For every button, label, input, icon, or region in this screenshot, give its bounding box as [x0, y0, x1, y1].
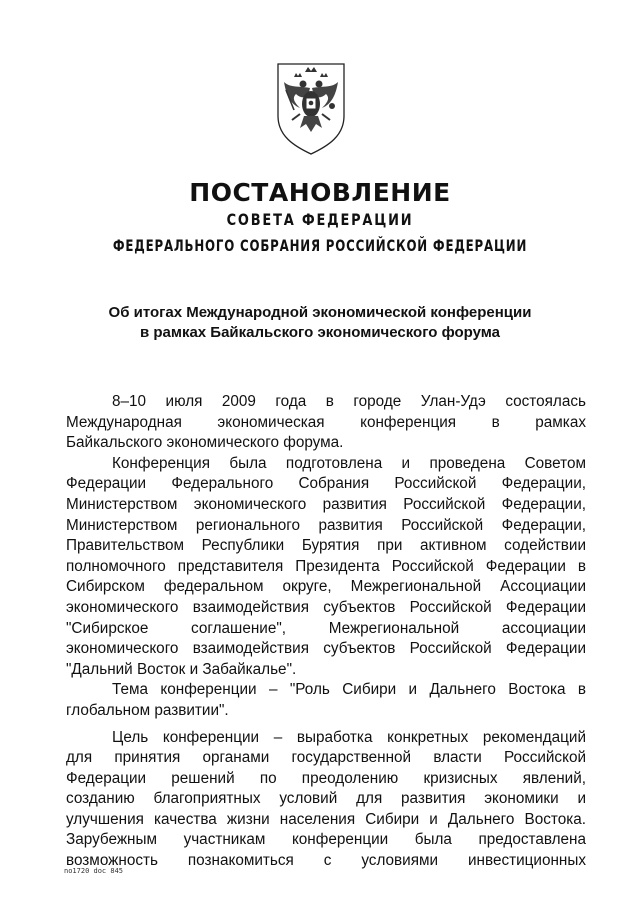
text-line: Федерации решений по преодолению кризисных явлений,: [66, 769, 586, 787]
text-line: Конференция была подготовлена и проведена Советом: [112, 454, 586, 472]
text-line: Тема конференции – "Роль Сибири и Дальнего Востока в: [112, 681, 586, 699]
paragraph-4: [66, 728, 586, 872]
text-line: Цель конференции – выработка конкретных рекомендаций: [112, 728, 586, 746]
text-line: Министерством экономического развития Российской Федерации,: [66, 495, 586, 513]
text-line: "Дальний Восток и Забайкалье".: [66, 660, 297, 678]
text-line: улучшения качества жизни населения Сибири и Дальнего Востока.: [66, 810, 586, 828]
text-line: экономического взаимодействия субъектов Российской Федерации: [66, 640, 586, 658]
issuer-line-2: ФЕДЕРАЛЬНОГО СОБРАНИЯ РОССИЙСКОЙ ФЕДЕРАЦИИ: [112, 236, 528, 255]
document-title: ПОСТАНОВЛЕНИЕ: [189, 178, 451, 207]
text-line: Международная экономическая конференция в рамках: [66, 413, 586, 431]
text-line: Байкальского экономического форума.: [66, 434, 344, 452]
text-line: глобальном развитии".: [66, 701, 229, 719]
text-line: полномочного представителя Президента Российской Федерации в: [66, 557, 586, 575]
paragraph-3: [66, 680, 586, 721]
issuer-line-1: СОВЕТА ФЕДЕРАЦИИ: [226, 210, 414, 229]
subject-line-2: в рамках Байкальского экономического форума: [139, 324, 501, 341]
text-line: 8–10 июля 2009 года в городе Улан-Удэ состоялась: [112, 393, 586, 410]
text-line: возможность познакомиться с условиями инвестиционных: [66, 852, 586, 870]
paragraph-1: [66, 392, 586, 454]
paragraph-2: [66, 454, 586, 681]
text-line: "Сибирское соглашение", Межрегиональной ассоциации: [66, 619, 586, 637]
subject-line-1: Об итогах Международной экономической конференции: [108, 304, 532, 321]
text-line: созданию благоприятных условий для развития экономики и: [66, 790, 586, 808]
text-line: для принятия органами государственной власти Российской: [66, 749, 586, 767]
coat-of-arms-emblem: [272, 58, 350, 158]
text-line: Зарубежным участникам конференции была предоставлена: [66, 831, 586, 849]
text-line: Сибирском федеральном округе, Межрегиональной Ассоциации: [66, 578, 586, 596]
text-line: Правительством Республики Бурятия при активном содействии: [66, 537, 586, 555]
text-line: экономического взаимодействия субъектов Российской Федерации: [66, 598, 586, 616]
resolution-subject: [0, 303, 640, 343]
text-line: Федерации Федерального Собрания Российской Федерации,: [66, 475, 586, 493]
document-body: [66, 392, 586, 872]
text-line: Министерством регионального развития Российской Федерации,: [66, 516, 586, 534]
document-code: no1720 doc 845: [64, 867, 124, 875]
